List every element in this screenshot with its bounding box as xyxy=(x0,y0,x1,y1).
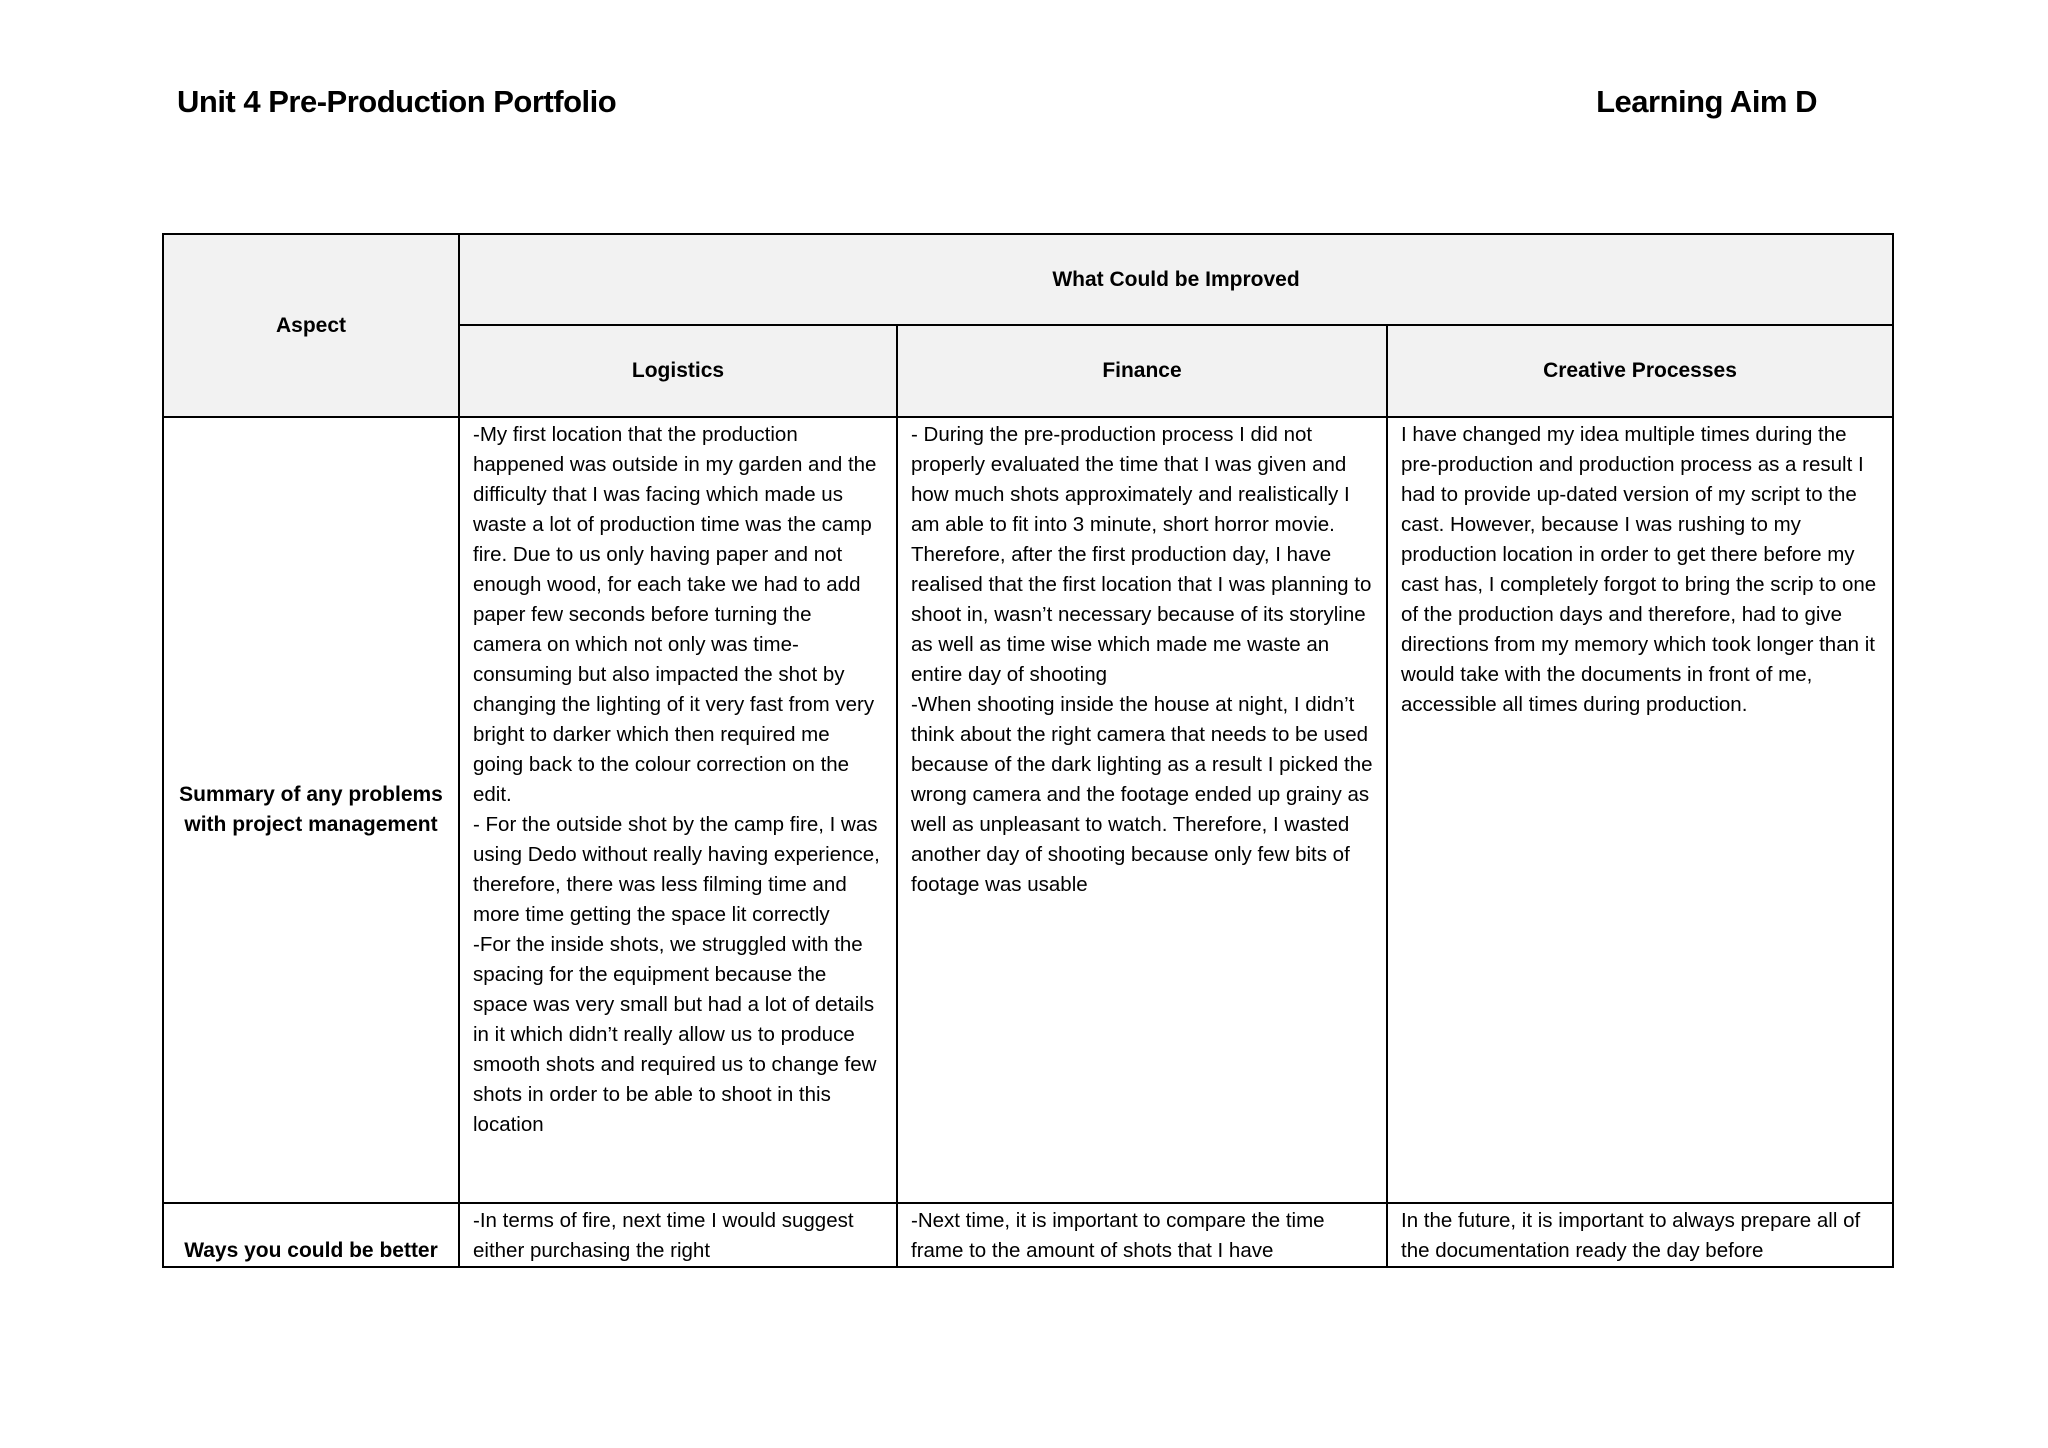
aspect-header: Aspect xyxy=(163,234,459,417)
column-header-logistics: Logistics xyxy=(459,325,897,417)
cell-summary-finance: - During the pre-production process I did not properly evaluated the time that I was given and how much shots approximately and realistically I am able to fit into 3 minute, short horror movie. Therefore, after the first production day, I have realised that the first location that I was planning to shoot in, wasn’t necessary because of its storyline as well as time wise which made me waste an entire day of shooting -When shooting inside the house at night, I didn’t think about the right camera that needs to be used because of the dark lighting as a result I picked the wrong camera and the footage ended up grainy as well as unpleasant to watch. Therefore, I wasted another day of shooting because only few bits of footage was usable xyxy=(897,417,1387,1203)
document-header xyxy=(177,84,1817,134)
cell-better-logistics: -In terms of fire, next time I would suggest either purchasing the right xyxy=(459,1203,897,1267)
row-label-better: Ways you could be better xyxy=(163,1203,459,1267)
column-header-creative-processes: Creative Processes xyxy=(1387,325,1893,417)
cell-summary-creative: I have changed my idea multiple times during the pre-production and production process as a result I had to provide up-dated version of my script to the cast. However, because I was rushing to my production location in order to get there before my cast has, I completely forgot to bring the scrip to one of the production days and therefore, had to give directions from my memory which took longer than it would take with the documents in front of me, accessible all times during production. xyxy=(1387,417,1893,1203)
table-row xyxy=(163,1203,1893,1267)
learning-aim-label: Learning Aim D xyxy=(1596,84,1817,119)
cell-better-creative: In the future, it is important to always prepare all of the documentation ready the day before xyxy=(1387,1203,1893,1267)
column-header-finance: Finance xyxy=(897,325,1387,417)
row-label-summary: Summary of any problems with project management xyxy=(163,417,459,1203)
document-title: Unit 4 Pre-Production Portfolio xyxy=(177,84,617,119)
evaluation-table xyxy=(162,233,1894,1268)
improvement-group-header: What Could be Improved xyxy=(459,234,1893,325)
table-row xyxy=(163,417,1893,1203)
cell-better-finance: -Next time, it is important to compare the time frame to the amount of shots that I have xyxy=(897,1203,1387,1267)
cell-summary-logistics: -My first location that the production happened was outside in my garden and the difficulty that I was facing which made us waste a lot of production time was the camp fire. Due to us only having paper and not enough wood, for each take we had to add paper few seconds before turning the camera on which not only was time-consuming but also impacted the shot by changing the lighting of it very fast from very bright to darker which then required me going back to the colour correction on the edit. - For the outside shot by the camp fire, I was using Dedo without really having experience, therefore, there was less filming time and more time getting the space lit correctly -For the inside shots, we struggled with the spacing for the equipment because the space was very small but had a lot of details in it which didn’t really allow us to produce smooth shots and required us to change few shots in order to be able to shoot in this location xyxy=(459,417,897,1203)
table-header-row xyxy=(163,234,1893,325)
